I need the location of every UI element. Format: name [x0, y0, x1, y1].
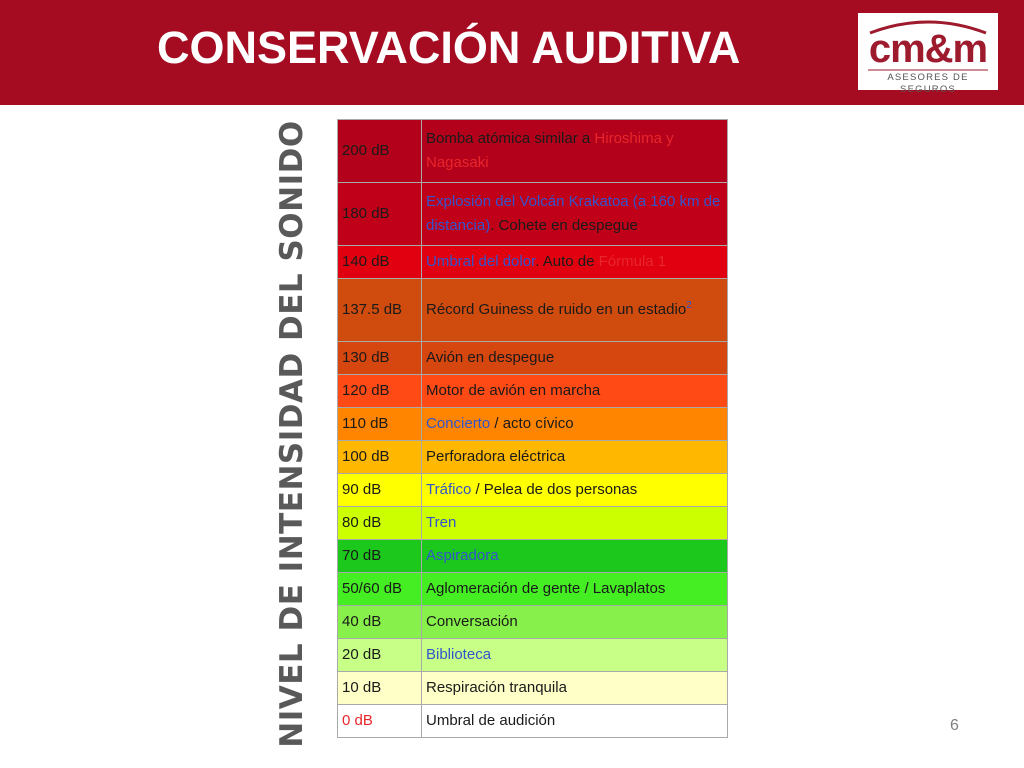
- table-row: [338, 120, 728, 183]
- description-text: Perforadora eléctrica: [426, 448, 566, 465]
- table-row: [338, 705, 728, 738]
- table-row: [338, 246, 728, 279]
- table-row: [338, 540, 728, 573]
- level-cell: 120 dB: [338, 375, 422, 408]
- wiki-link[interactable]: Tren: [426, 514, 457, 531]
- wiki-link[interactable]: Umbral del dolor: [426, 253, 536, 270]
- level-cell: 110 dB: [338, 408, 422, 441]
- level-cell: 130 dB: [338, 342, 422, 375]
- level-cell: 137.5 dB: [338, 279, 422, 342]
- description-cell: [422, 279, 728, 342]
- description-cell: [422, 183, 728, 246]
- level-cell: 50/60 dB: [338, 573, 422, 606]
- table-row: [338, 441, 728, 474]
- wiki-link[interactable]: Explosión del Volcán Krakatoa (a 160 km de distancia): [426, 193, 721, 234]
- description-text: Aglomeración de gente / Lavaplatos: [426, 580, 666, 597]
- description-text: Bomba atómica similar a: [426, 130, 595, 147]
- description-text: Avión en despegue: [426, 349, 555, 366]
- page-number: 6: [950, 717, 959, 734]
- description-cell: [422, 474, 728, 507]
- table-row: [338, 573, 728, 606]
- level-cell: 200 dB: [338, 120, 422, 183]
- logo-tagline: ASESORES DE SEGUROS: [887, 72, 969, 95]
- table-row: [338, 606, 728, 639]
- table-row: [338, 375, 728, 408]
- level-cell: 40 dB: [338, 606, 422, 639]
- description-text: Récord Guiness de ruido en un estadio: [426, 301, 687, 318]
- description-cell: [422, 606, 728, 639]
- level-cell: 70 dB: [338, 540, 422, 573]
- footnote-ref[interactable]: 2: [686, 300, 692, 311]
- wiki-link[interactable]: Hiroshima y Nagasaki: [426, 130, 674, 171]
- level-cell: 80 dB: [338, 507, 422, 540]
- sound-level-table: [337, 119, 728, 738]
- description-cell: [422, 246, 728, 279]
- description-text: Umbral de audición: [426, 712, 556, 729]
- description-text: Motor de avión en marcha: [426, 382, 601, 399]
- description-text: Conversación: [426, 613, 518, 630]
- description-cell: [422, 408, 728, 441]
- description-cell: [422, 573, 728, 606]
- description-text: . Auto de: [535, 253, 599, 270]
- level-cell: 180 dB: [338, 183, 422, 246]
- description-cell: [422, 342, 728, 375]
- table-row: [338, 474, 728, 507]
- level-cell: 0 dB: [338, 705, 422, 738]
- wiki-link[interactable]: Aspiradora: [426, 547, 499, 564]
- description-cell: [422, 375, 728, 408]
- level-cell: 20 dB: [338, 639, 422, 672]
- description-cell: [422, 540, 728, 573]
- description-cell: [422, 672, 728, 705]
- header-bar: [0, 0, 1024, 105]
- description-text: / acto cívico: [490, 415, 574, 432]
- wiki-link[interactable]: Tráfico: [426, 481, 472, 498]
- table-row: [338, 279, 728, 342]
- table-row: [338, 183, 728, 246]
- table-row: [338, 342, 728, 375]
- description-cell: [422, 507, 728, 540]
- wiki-link[interactable]: Biblioteca: [426, 646, 492, 663]
- level-cell: 100 dB: [338, 441, 422, 474]
- level-cell: 90 dB: [338, 474, 422, 507]
- level-cell: 10 dB: [338, 672, 422, 705]
- wiki-link[interactable]: Concierto: [426, 415, 491, 432]
- description-cell: [422, 441, 728, 474]
- description-text: / Pelea de dos personas: [471, 481, 638, 498]
- slide-title: CONSERVACIÓN AUDITIVA: [157, 22, 741, 73]
- table-row: [338, 672, 728, 705]
- logo-wordmark: cm&m: [868, 27, 988, 71]
- company-logo: [858, 13, 998, 95]
- wiki-link[interactable]: Fórmula 1: [598, 253, 667, 270]
- level-cell: 140 dB: [338, 246, 422, 279]
- description-text: . Cohete en despegue: [490, 217, 638, 234]
- description-cell: [422, 639, 728, 672]
- vertical-axis-label: NIVEL DE INTENSIDAD DEL SONIDO: [274, 120, 310, 748]
- table-row: [338, 639, 728, 672]
- table-row: [338, 408, 728, 441]
- table-row: [338, 507, 728, 540]
- description-cell: [422, 705, 728, 738]
- description-cell: [422, 120, 728, 183]
- description-text: Respiración tranquila: [426, 679, 567, 696]
